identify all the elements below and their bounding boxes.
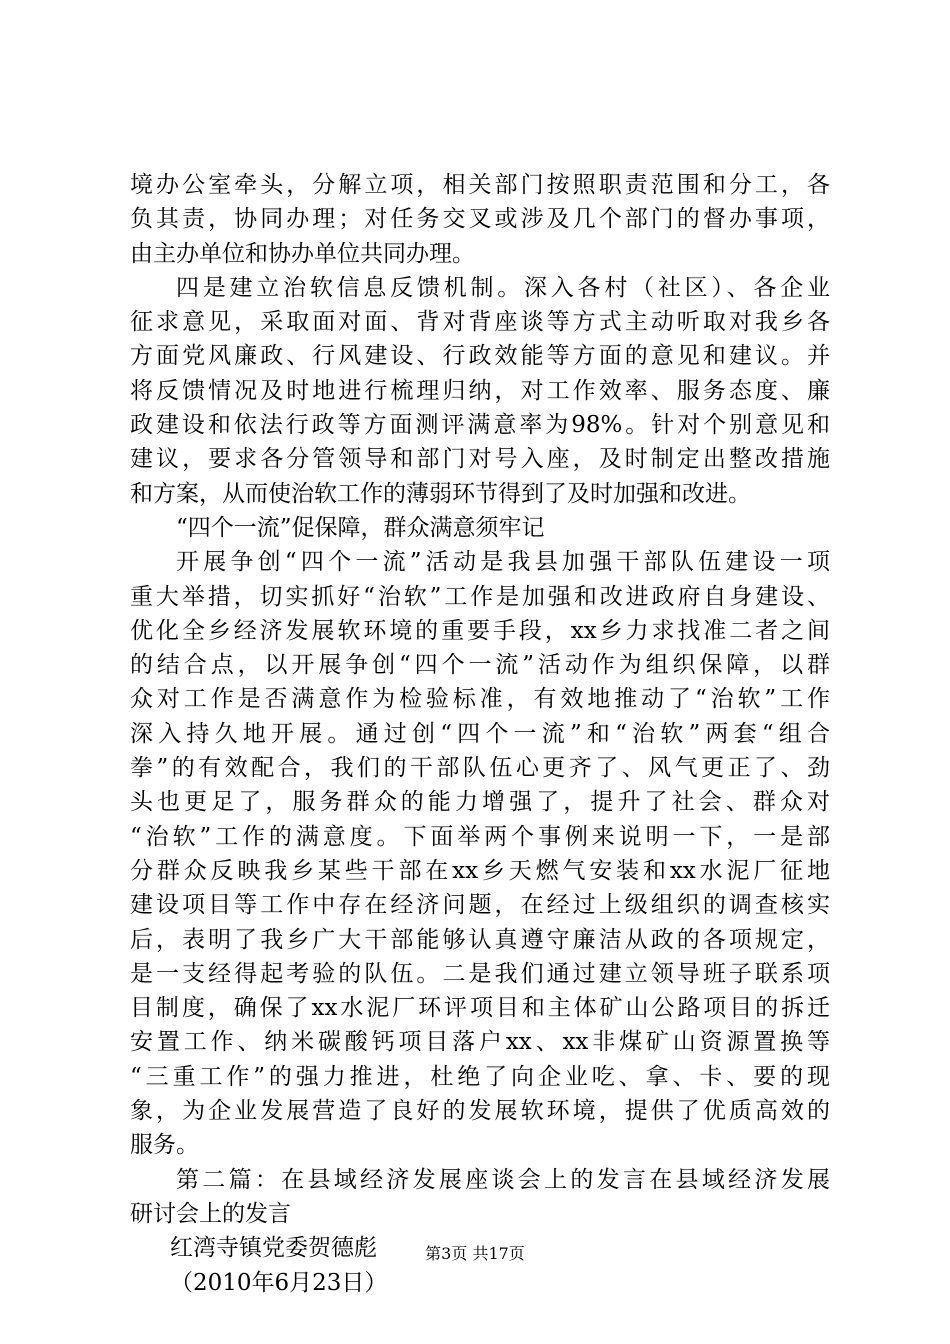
text-line: 优化全乡经济发展软环境的重要手段，xx乡力求找准二者之间: [130, 617, 830, 644]
text-line: 安置工作、纳米碳酸钙项目落户xx、xx非煤矿山资源置换等: [130, 1029, 830, 1056]
text-line: 是一支经得起考验的队伍。二是我们通过建立领导班子联系项: [130, 960, 830, 987]
text-line: 征求意见，采取面对面、背对背座谈等方式主动听取对我乡各: [130, 309, 830, 336]
text-line: 将反馈情况及时地进行梳理归纳，对工作效率、服务态度、廉: [130, 377, 830, 404]
text-line: 方面党风廉政、行风建设、行政效能等方面的意见和建议。并: [130, 343, 830, 370]
text-line: 分群众反映我乡某些干部在xx乡天燃气安装和xx水泥厂征地: [130, 857, 830, 884]
text-line: 境办公室牵头，分解立项，相关部门按照职责范围和分工，各: [130, 172, 830, 198]
text-line: 服务。: [130, 1132, 199, 1159]
chapter-title: 研讨会上的发言: [130, 1200, 291, 1227]
text-line: “治软”工作的满意度。下面举两个事例来说明一下，一是部: [130, 823, 830, 850]
text-line: 重大举措，切实抓好“治软”工作是加强和改进政府自身建设、: [130, 583, 830, 610]
text-line: 后，表明了我乡广大干部能够认真遵守廉洁从政的各项规定，: [130, 926, 830, 953]
text-line: “三重工作”的强力推进，杜绝了向企业吃、拿、卡、要的现: [130, 1063, 830, 1090]
text-line: 深入持久地开展。通过创“四个一流”和“治软”两套“组合: [130, 720, 830, 747]
text-line: 的结合点，以开展争创“四个一流”活动作为组织保障，以群: [130, 652, 830, 679]
section-heading: “四个一流”促保障，群众满意须牢记: [176, 514, 545, 541]
text-line: 和方案，从而使治软工作的薄弱环节得到了及时加强和改进。: [130, 480, 751, 507]
text-line: 政建设和依法行政等方面测评满意率为98%。针对个别意见和: [130, 412, 830, 439]
text-line: 拳”的有效配合，我们的干部队伍心更齐了、风气更正了、劲: [130, 755, 830, 782]
text-line: 头也更足了，服务群众的能力增强了，提升了社会、群众对: [130, 789, 830, 816]
text-line: 建议，要求各分管领导和部门对号入座，及时制定出整改措施: [130, 446, 830, 473]
text-line: 众对工作是否满意作为检验标准，有效地推动了“治软”工作: [130, 686, 830, 713]
chapter-title: 第二篇：在县域经济发展座谈会上的发言在县域经济发展: [176, 1166, 830, 1193]
author-line: 红湾寺镇党委贺德彪: [170, 1235, 377, 1262]
document-body: [130, 168, 830, 1300]
text-line: 四是建立治软信息反馈机制。深入各村（社区）、各企业: [176, 274, 830, 301]
page-number: 第3页 共17页: [425, 1244, 525, 1263]
date-line: （2010年6月23日）: [170, 1269, 388, 1296]
text-line: 负其责，协同办理；对任务交叉或涉及几个部门的督办事项，: [130, 206, 830, 233]
text-line: 由主办单位和协办单位共同办理。: [130, 240, 475, 267]
text-line: 象，为企业发展营造了良好的发展软环境，提供了优质高效的: [130, 1098, 830, 1125]
text-line: 目制度，确保了xx水泥厂环评项目和主体矿山公路项目的拆迁: [130, 995, 830, 1022]
text-line: 开展争创“四个一流”活动是我县加强干部队伍建设一项: [176, 549, 830, 576]
text-line: 建设项目等工作中存在经济问题，在经过上级组织的调查核实: [130, 892, 830, 919]
